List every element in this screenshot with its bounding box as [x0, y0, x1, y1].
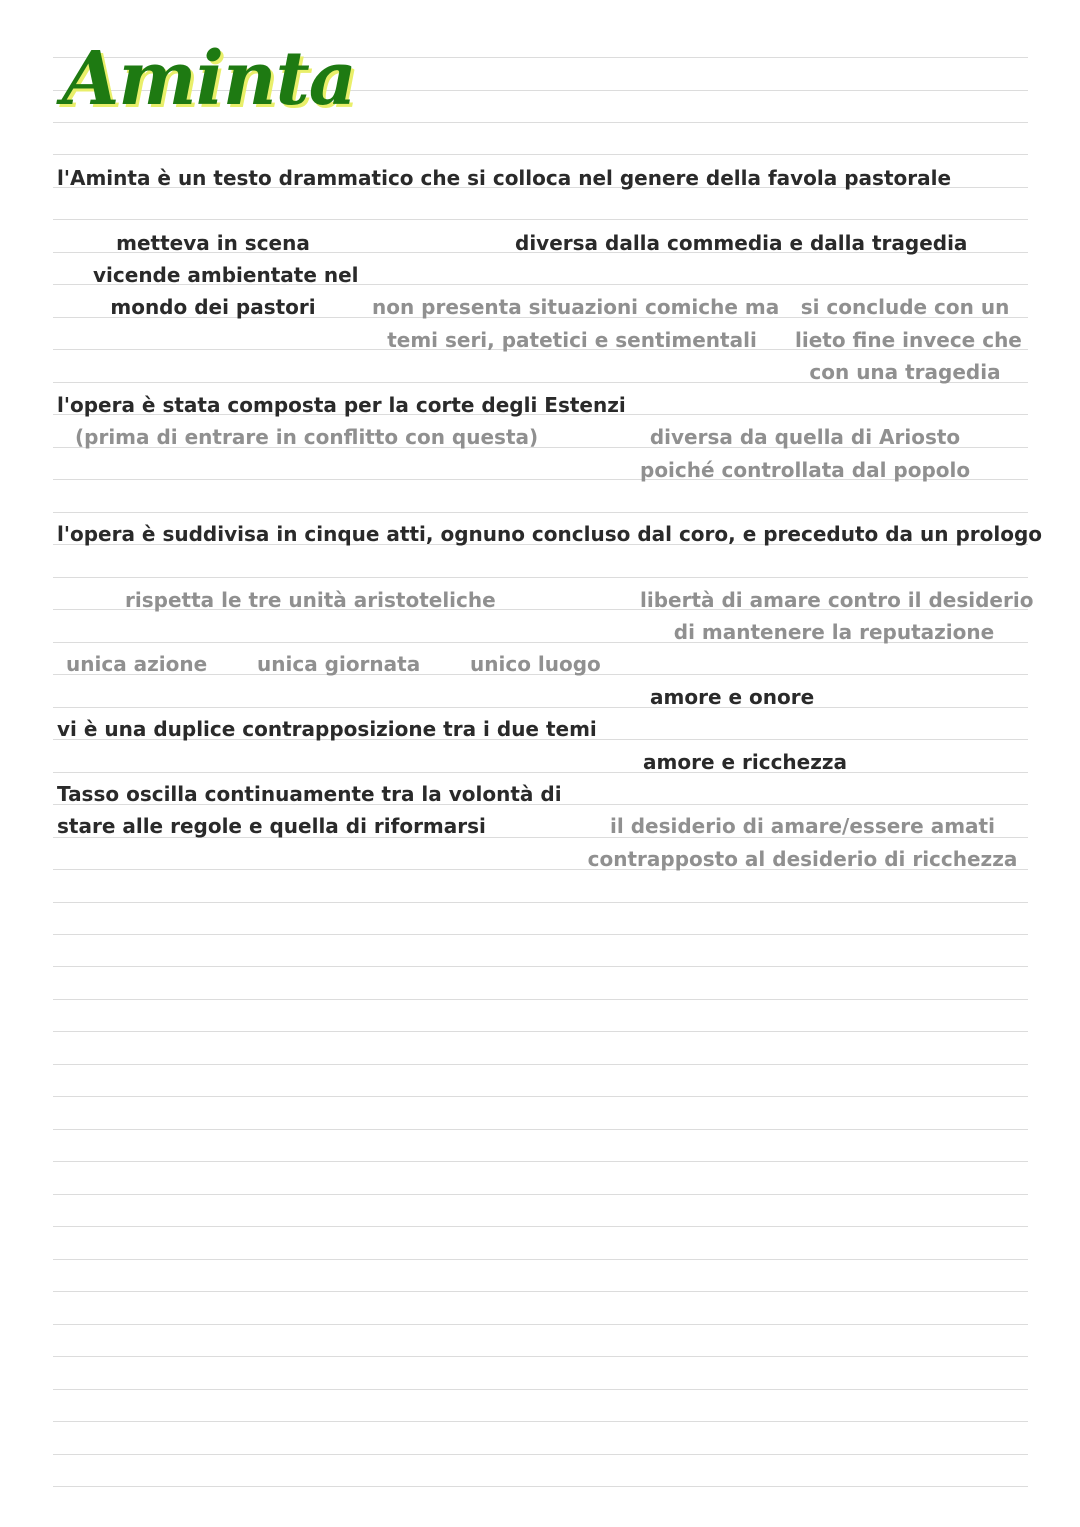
ruled-line: [53, 1324, 1028, 1325]
ruled-line: [53, 934, 1028, 935]
love-wealth: amore e ricchezza: [643, 750, 848, 774]
ruled-line: [53, 154, 1028, 155]
ruled-line: [53, 1389, 1028, 1390]
double-contrast-line: vi è una duplice contrapposizione tra i due temi: [57, 717, 597, 741]
court-line: l'opera è stata composta per la corte degli Estenzi: [57, 393, 626, 417]
ruled-line: [53, 966, 1028, 967]
desire-line-2: contrapposto al desiderio di ricchezza: [587, 847, 1018, 871]
ruled-line: [53, 999, 1028, 1000]
page-title: Aminta: [62, 36, 356, 122]
ruled-line: [53, 772, 1028, 773]
ariosto-line-2: poiché controllata dal popolo: [640, 458, 971, 482]
ruled-line: [53, 707, 1028, 708]
difference-b-line-3: con una tragedia: [809, 360, 1001, 384]
ruled-line: [53, 122, 1028, 123]
ruled-line: [53, 1161, 1028, 1162]
ruled-line: [53, 1194, 1028, 1195]
ruled-line: [53, 1486, 1028, 1487]
tasso-line-1: Tasso oscilla continuamente tra la volontà di: [57, 782, 562, 806]
freedom-line-1: libertà di amare contro il desiderio: [640, 588, 1034, 612]
scene-line-2: vicende ambientate nel: [93, 263, 359, 287]
unities-line: rispetta le tre unità aristoteliche: [125, 588, 496, 612]
scene-line-3: mondo dei pastori: [110, 295, 316, 319]
love-honor: amore e onore: [650, 685, 815, 709]
ruled-line: [53, 1259, 1028, 1260]
intro-line: l'Aminta è un testo drammatico che si colloca nel genere della favola pastorale: [57, 166, 952, 190]
difference-a-line-2: temi seri, patetici e sentimentali: [387, 328, 757, 352]
ruled-line: [53, 577, 1028, 578]
difference-a-line-1: non presenta situazioni comiche ma: [372, 295, 780, 319]
difference-b-line-2: lieto fine invece che: [795, 328, 1022, 352]
acts-line: l'opera è suddivisa in cinque atti, ognuno concluso dal coro, e preceduto da un prologo: [57, 522, 1043, 546]
ruled-line: [53, 1031, 1028, 1032]
ruled-line: [53, 512, 1028, 513]
ruled-line: [53, 219, 1028, 220]
ruled-line: [53, 1421, 1028, 1422]
desire-line-1: il desiderio di amare/essere amati: [610, 814, 995, 838]
ruled-line: [53, 1129, 1028, 1130]
ruled-line: [53, 1454, 1028, 1455]
ruled-line: [53, 1064, 1028, 1065]
conflict-note: (prima di entrare in conflitto con questa): [75, 425, 539, 449]
unity-place: unico luogo: [470, 652, 601, 676]
ruled-line: [53, 902, 1028, 903]
ruled-line: [53, 1096, 1028, 1097]
scene-line-1: metteva in scena: [116, 231, 310, 255]
unity-action: unica azione: [66, 652, 208, 676]
ruled-line: [53, 1226, 1028, 1227]
difference-heading: diversa dalla commedia e dalla tragedia: [515, 231, 968, 255]
tasso-line-2: stare alle regole e quella di riformarsi: [57, 814, 486, 838]
ruled-line: [53, 1291, 1028, 1292]
freedom-line-2: di mantenere la reputazione: [673, 620, 995, 644]
ariosto-line-1: diversa da quella di Ariosto: [649, 425, 961, 449]
ruled-line: [53, 1356, 1028, 1357]
difference-b-line-1: si conclude con un: [800, 295, 1010, 319]
unity-day: unica giornata: [257, 652, 421, 676]
